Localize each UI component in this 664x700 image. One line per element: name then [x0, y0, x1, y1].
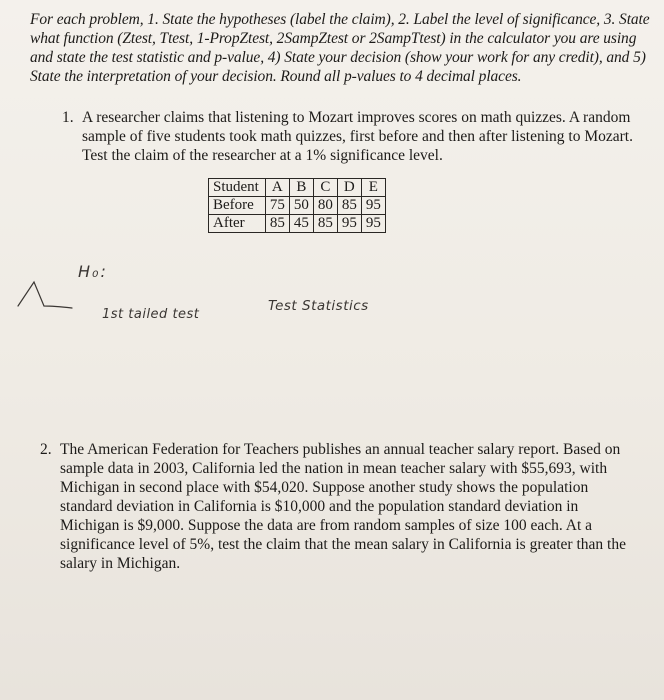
problem-2-text: The American Federation for Teachers publishes an annual teacher salary report. Based on sample data in 2003, California led the nation in mean teacher salary with $55,693, with Michigan in second place with $54,020. Suppose another study shows the population standard deviation in California is $10,000 and the population standard deviation in Michigan is $9,000. Suppose the data are from random samples of size 100 each. At a significance level of 5%, test the claim that the mean salary in California is greater than the salary in Michigan.: [60, 441, 626, 572]
table-cell: 95: [361, 215, 385, 233]
problem-1-number: 1.: [62, 109, 74, 126]
problem-2: [40, 440, 640, 573]
problem-2-number: 2.: [40, 441, 52, 458]
instructions-text: For each problem, 1. State the hypotheses (label the claim), 2. Label the level of significance, 3. State what function (Ztest, Ttest, 1-PropZtest, 2SampZtest or 2SampTtest) in the calculator you are using and state the test statistic and p-value, 4) State your decision (show your work for any credit), and 5) State the interpretation of your decision. Round all p-values to 4 decimal places.: [30, 11, 650, 85]
table-cell: 85: [337, 197, 361, 215]
table-cell: B: [289, 179, 313, 197]
table-cell: D: [337, 179, 361, 197]
handwritten-null-hypothesis: H₀:: [78, 262, 108, 281]
scores-table: [208, 178, 386, 233]
table-row: [209, 197, 386, 215]
table-cell: 95: [337, 215, 361, 233]
table-cell: 45: [289, 215, 313, 233]
table-cell: Before: [209, 197, 266, 215]
problem-1-text: A researcher claims that listening to Mozart improves scores on math quizzes. A random sample of five students took math quizzes, first before and then after listening to Mozart. Test the claim of the researcher at a 1% significance level.: [82, 109, 633, 164]
table-cell: E: [361, 179, 385, 197]
table-cell: 80: [313, 197, 337, 215]
handwritten-test-statistic: Test Statistics: [268, 298, 369, 314]
table-cell: After: [209, 215, 266, 233]
table-cell: C: [313, 179, 337, 197]
table-cell: 85: [265, 215, 289, 233]
triangle-sketch-icon: [14, 276, 74, 316]
problem-1: [62, 108, 652, 165]
table-cell: 95: [361, 197, 385, 215]
handwritten-tail-note: 1st tailed test: [102, 307, 200, 322]
table-cell: Student: [209, 179, 266, 197]
table-cell: A: [265, 179, 289, 197]
table-cell: 50: [289, 197, 313, 215]
table-cell: 75: [265, 197, 289, 215]
table-row: [209, 215, 386, 233]
table-header-row: [209, 179, 386, 197]
table-cell: 85: [313, 215, 337, 233]
